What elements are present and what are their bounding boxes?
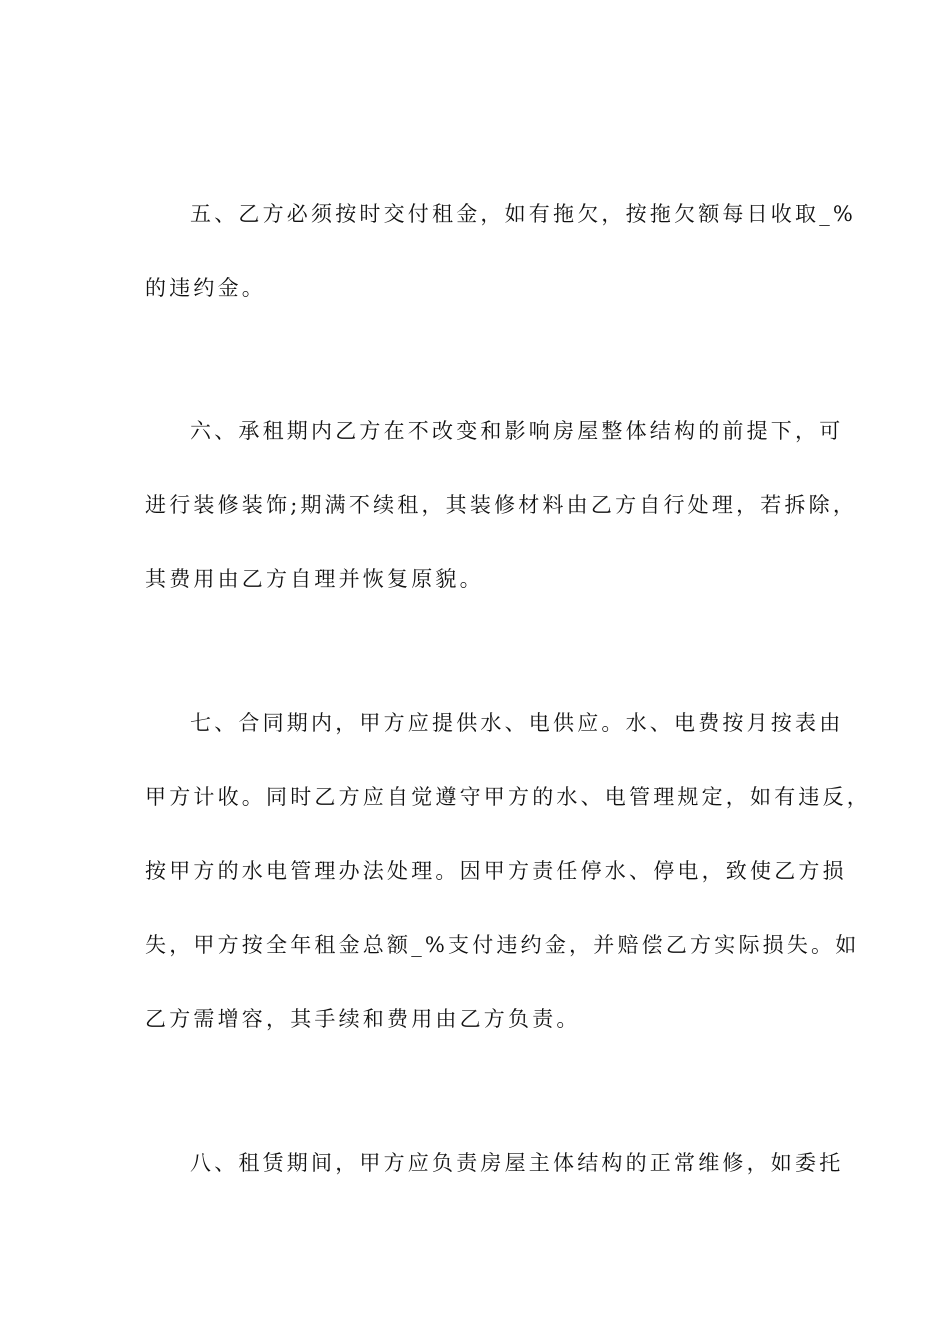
clause-5-line-2: 的违约金。 [145,276,266,300]
clause-7-line-3: 按甲方的水电管理办法处理。因甲方责任停水、停电，致使乙方损 [145,859,847,883]
clause-7-line-1: 七、合同期内，甲方应提供水、电供应。水、电费按月按表由 [190,711,844,735]
clause-6-line-1: 六、承租期内乙方在不改变和影响房屋整体结构的前提下，可 [190,419,844,443]
clause-7-line-5: 乙方需增容，其手续和费用由乙方负责。 [145,1007,581,1031]
clause-8-line-1: 八、租赁期间，甲方应负责房屋主体结构的正常维修，如委托 [190,1151,844,1175]
clause-5-line-1: 五、乙方必须按时交付租金，如有拖欠，按拖欠额每日收取_% [190,202,857,226]
clause-6-line-2: 进行装修装饰;期满不续租，其装修材料由乙方自行处理，若拆除， [145,493,858,517]
clause-6-line-3: 其费用由乙方自理并恢复原貌。 [145,567,484,591]
clause-7-line-4: 失，甲方按全年租金总额_%支付违约金，并赔偿乙方实际损失。如 [145,933,860,957]
clause-7-line-2: 甲方计收。同时乙方应自觉遵守甲方的水、电管理规定，如有违反， [145,785,871,809]
